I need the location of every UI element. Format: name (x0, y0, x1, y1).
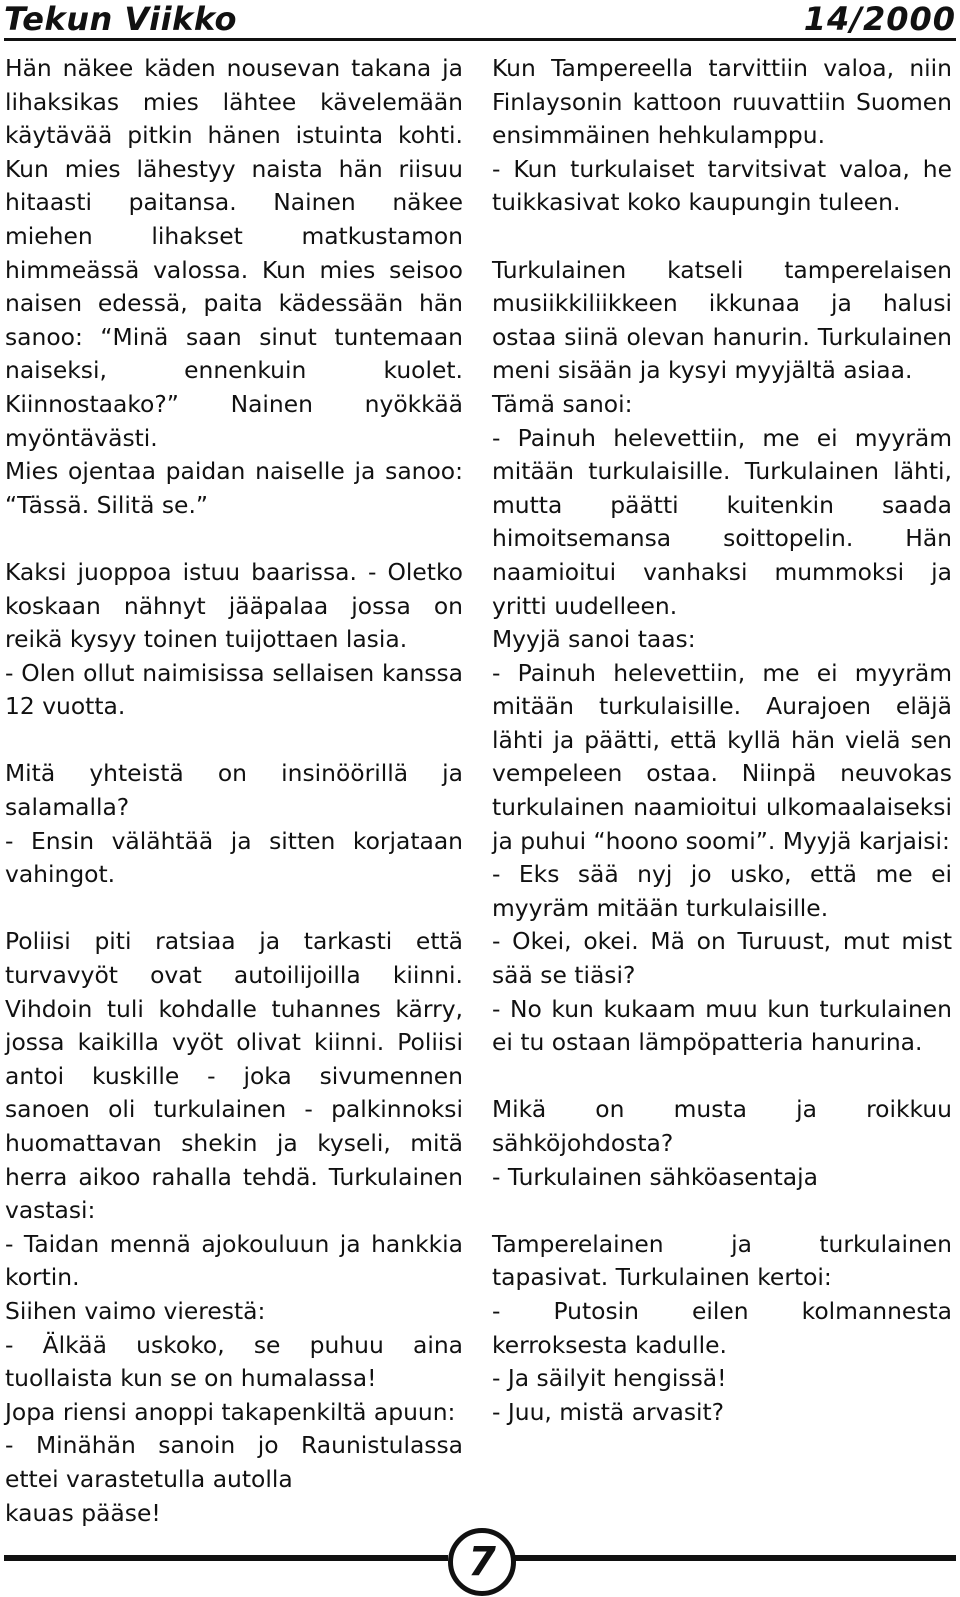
page-number (448, 1528, 516, 1596)
paragraph: Mikä on musta ja roikkuu sähköjohdosta? (492, 1095, 952, 1157)
paragraph-gap (492, 1060, 952, 1094)
paragraph: kauas pääse! (5, 1498, 161, 1527)
paragraph: - Olen ollut naimisissa sellaisen kanssa 12 vuotta. (5, 658, 463, 721)
paragraph: Poliisi piti ratsiaa ja tarkasti että turvavyöt ovat autoilijoilla kiinni. Vihdoin tuli kohdalle tuhannes kärry, jossa kaikilla vyöt olivat kiinni. Poliisi antoi kuskille - joka sivumennen sanoen oli turkulainen - palkinnoksi huomattavan shekin ja kyseli, mitä herra aikoo rahalla tehdä. Turkulainen vastasi: (5, 927, 463, 1225)
footer-rule-right (512, 1555, 956, 1561)
paragraph-gap (5, 522, 463, 556)
paragraph: - Painuh helevettiin, me ei myyräm mitään turkulaisille. Turkulainen lähti, mutta päätti kuitenkin saada himoitsemansa soittopelin. Hän naamioitui vanhaksi mummoksi ja yritti uudelleen. (492, 423, 952, 620)
publication-title: Tekun Viikko (4, 0, 237, 38)
paragraph: Tämä sanoi: (492, 389, 633, 418)
paragraph: - Okei, okei. Mä on Turuust, mut mist sää se tiäsi? (492, 927, 952, 990)
paragraph: - Ensin välähtää ja sitten korjataan vahingot. (5, 826, 463, 889)
paragraph: - Taidan mennä ajokouluun ja hankkia kortin. (5, 1229, 463, 1292)
footer-rule-left (4, 1555, 448, 1561)
paragraph: - Minähän sanoin jo Raunistulassa ettei varastetulla autolla (5, 1431, 463, 1493)
paragraph-gap (492, 1194, 952, 1228)
paragraph: Mitä yhteistä on insinöörillä ja salamalla? (5, 759, 463, 822)
paragraph: Jopa riensi anoppi takapenkiltä apuun: (5, 1397, 456, 1426)
right-column (492, 52, 952, 1429)
paragraph: - Turkulainen sähköasentaja (492, 1162, 818, 1191)
paragraph: - Älkää uskoko, se puhuu aina tuollaista kun se on humalassa! (5, 1330, 463, 1393)
paragraph-gap (5, 724, 463, 758)
paragraph: Kaksi juoppoa istuu baarissa. - Oletko koskaan nähnyt jääpalaa jossa on reikä kysyy toinen tuijottaen lasia. (5, 557, 463, 654)
paragraph: Hän näkee käden nousevan takana ja lihaksikas mies lähtee kävelemään käytävää pitkin hänen istuinta kohti. Kun mies lähestyy naista hän riisuu hitaasti paitansa. Nainen näkee miehen lihakset matkustamon himmeässä valossa. Kun mies seisoo naisen edessä, paita kädessään hän sanoo: “Minä saan sinut tuntemaan naiseksi, ennenkuin kuolet. Kiinnostaako?” Nainen nyökkää myöntävästi. (5, 54, 463, 452)
paragraph: - Ja säilyit hengissä! (492, 1364, 727, 1393)
paragraph: - Kun turkulaiset tarvitsivat valoa, he tuikkasivat koko kaupungin tuleen. (492, 154, 952, 217)
paragraph: - Painuh helevettiin, me ei myyräm mitään turkulaisille. Aurajoen eläjä lähti ja päätti, että kyllä hän vielä sen vempeleen ostaa. Niinpä neuvokas turkulainen naamioitui ulkomaalaiseksi ja puhui “hoono soomi”. Myyjä karjaisi: (492, 658, 952, 855)
header-rule (4, 38, 956, 41)
paragraph-gap (492, 220, 952, 254)
paragraph: - Eks sää nyj jo usko, että me ei myyräm mitään turkulaisille. (492, 860, 952, 922)
paragraph: Myyjä sanoi taas: (492, 625, 696, 654)
paragraph: Siihen vaimo vierestä: (5, 1296, 266, 1325)
page-number-text: 7 (468, 1539, 496, 1585)
paragraph: Tamperelainen ja turkulainen tapasivat. Turkulainen kertoi: (492, 1229, 952, 1292)
paragraph: Mies ojentaa paidan naiselle ja sanoo: “Tässä. Silitä se.” (5, 457, 463, 519)
paragraph: Kun Tampereella tarvittiin valoa, niin Finlaysonin kattoon ruuvattiin Suomen ensimmäinen hehkulamppu. (492, 54, 952, 150)
paragraph: - No kun kukaam muu kun turkulainen ei tu ostaan lämpöpatteria hanurina. (492, 994, 952, 1057)
paragraph: - Putosin eilen kolmannesta kerroksesta kadulle. (492, 1296, 952, 1359)
left-column (5, 52, 463, 1530)
paragraph: Turkulainen katseli tamperelaisen musiikkiliikkeen ikkunaa ja halusi ostaa siinä olevan hanurin. Turkulainen meni sisään ja kysyi myyjältä asiaa. (492, 255, 952, 385)
paragraph: - Juu, mistä arvasit? (492, 1397, 725, 1426)
paragraph-gap (5, 892, 463, 926)
issue-number: 14/2000 (803, 0, 956, 38)
page-header (4, 0, 956, 38)
